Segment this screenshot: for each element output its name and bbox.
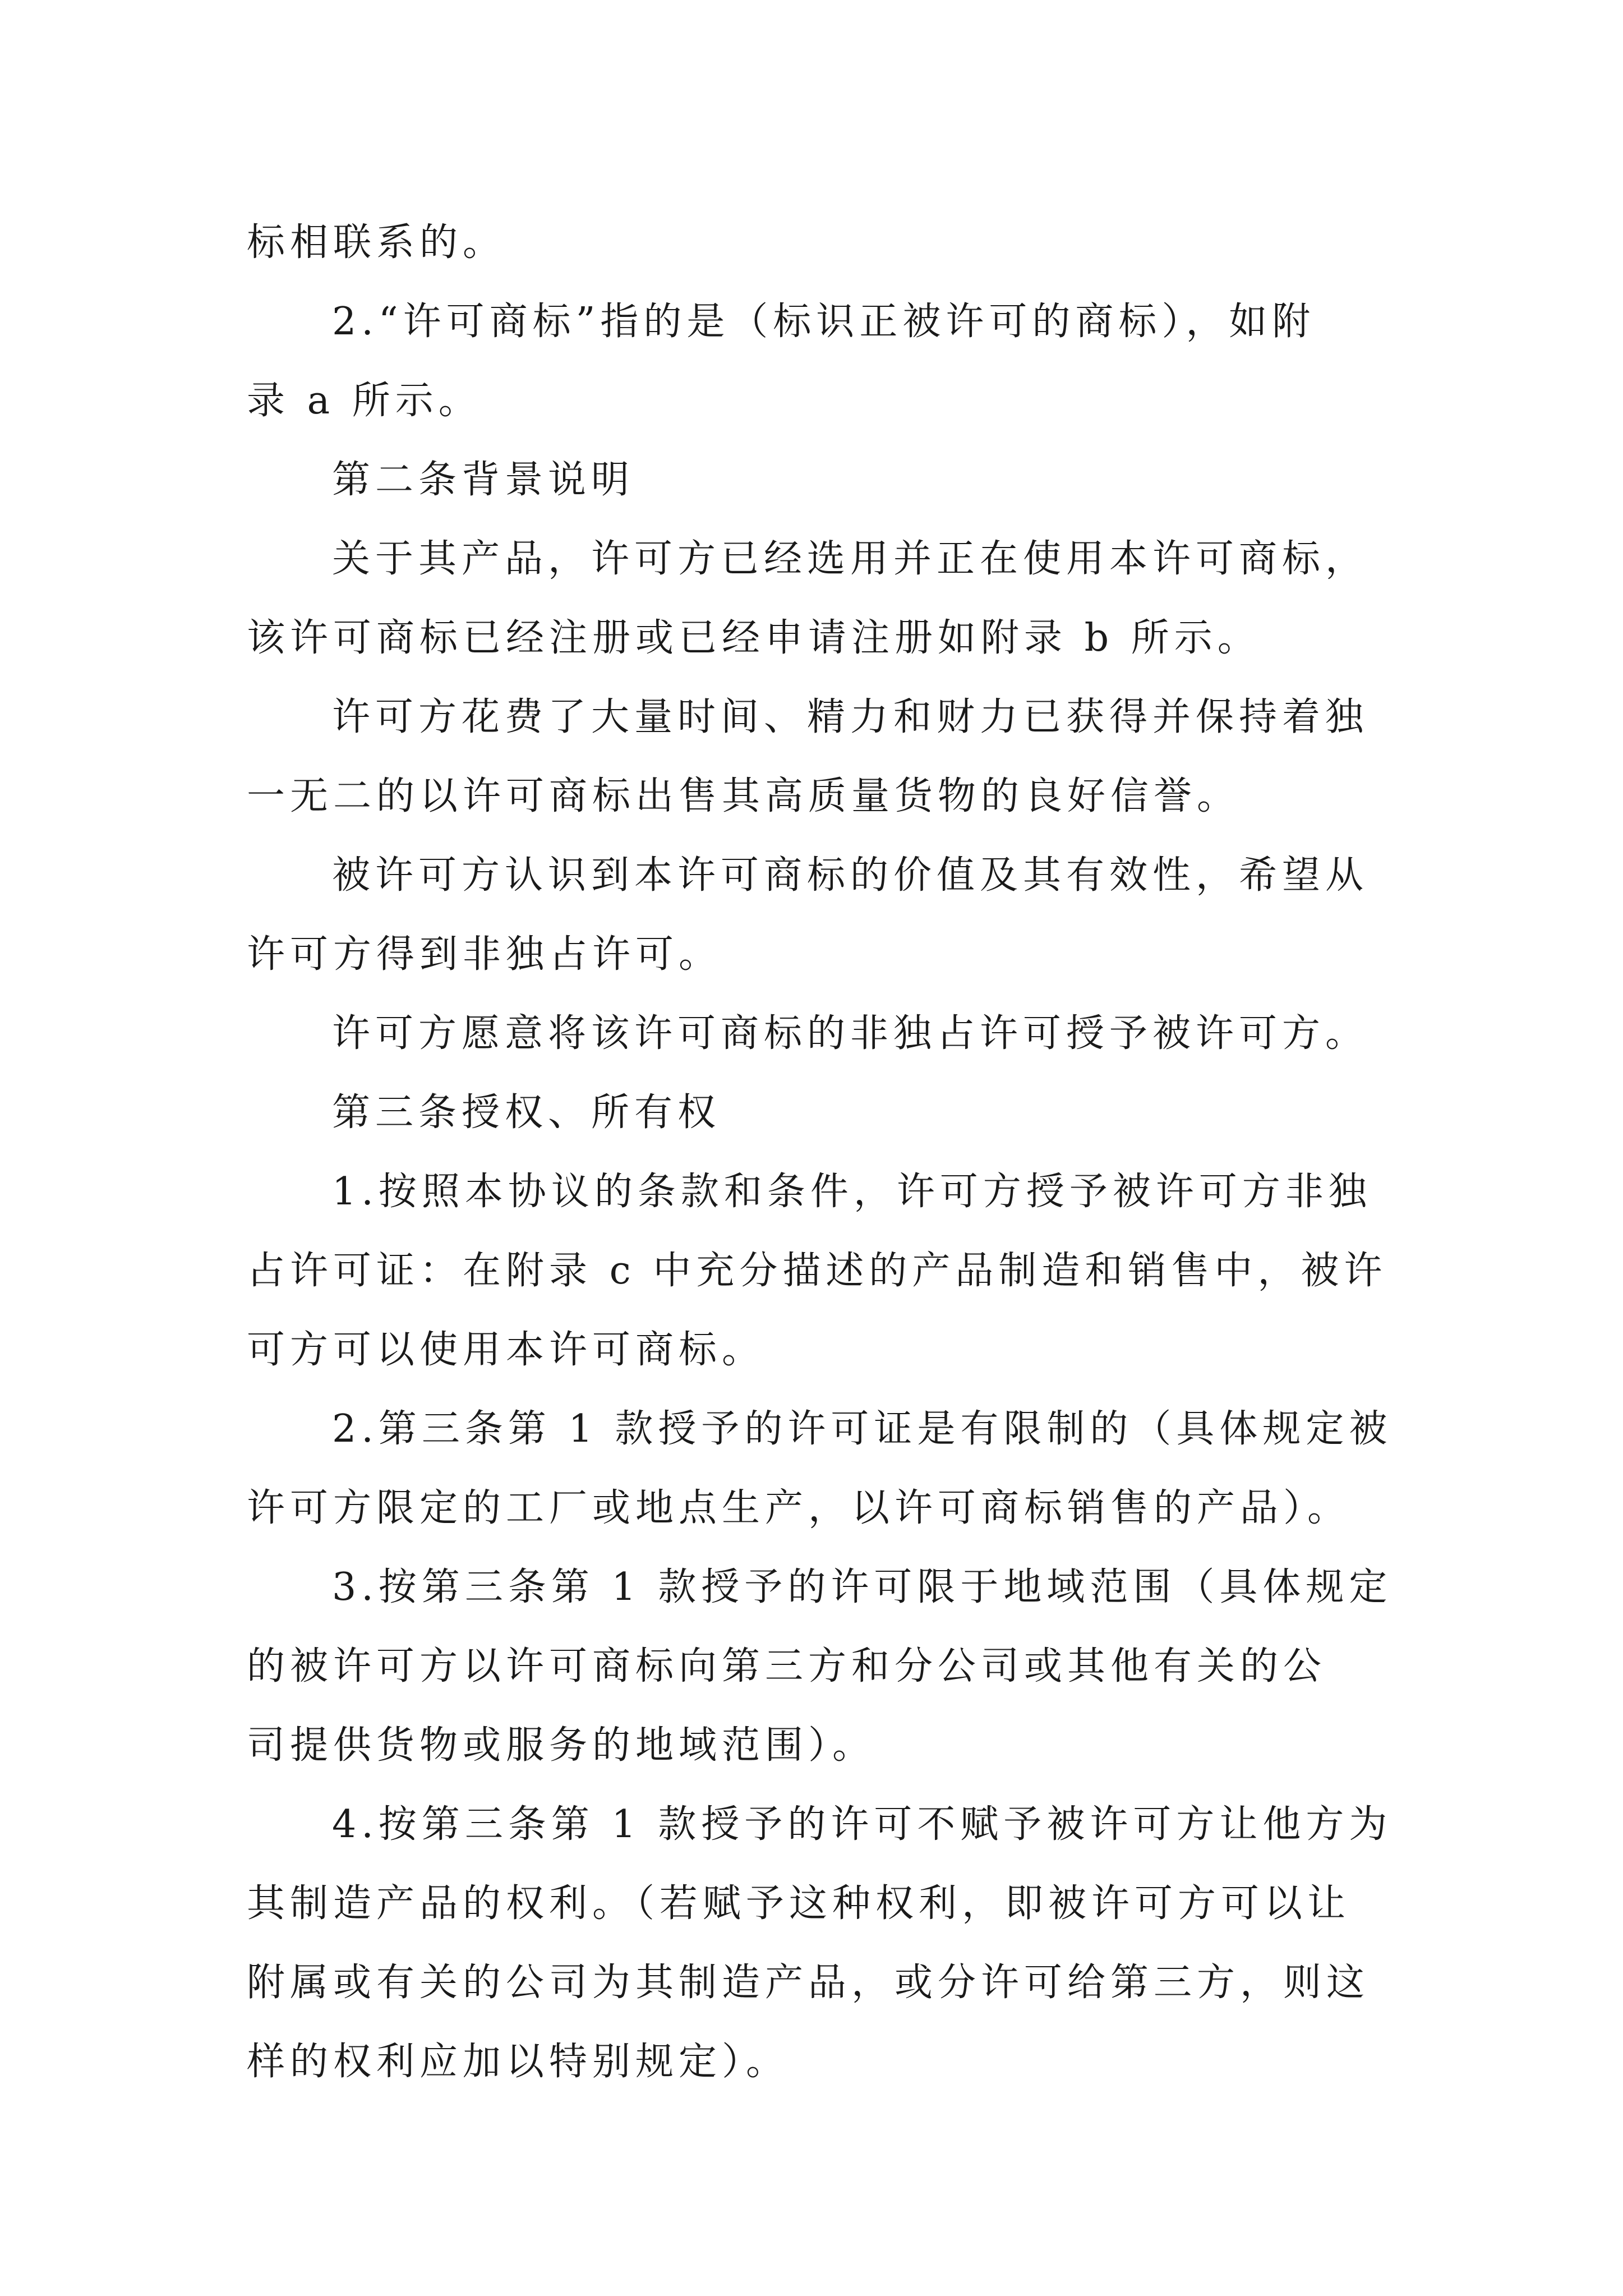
text-line: 占许可证：在附录 c 中充分描述的产品制造和销售中，被许 [247,1249,1387,1293]
text-line: 许可方限定的工厂或地点生产，以许可商标销售的产品）。 [247,1486,1351,1530]
text-line: 许可方愿意将该许可商标的非独占许可授予被许可方。 [332,1011,1369,1056]
text-line: 2.第三条第 1 款授予的许可证是有限制的（具体规定被 [332,1407,1393,1451]
text-line: 许可方花费了大量时间、精力和财力已获得并保持着独 [332,695,1369,739]
text-line: 被许可方认识到本许可商标的价值及其有效性，希望从 [332,853,1369,898]
text-line: 4.按第三条第 1 款授予的许可不赋予被许可方让他方为 [332,1802,1393,1847]
text-line: 司提供货物或服务的地域范围）。 [247,1723,876,1768]
text-line: 许可方得到非独占许可。 [247,932,722,977]
text-line: 录 a 所示。 [247,379,482,423]
text-line: 可方可以使用本许可商标。 [247,1328,766,1372]
section-heading: 第二条背景说明 [332,458,635,502]
text-line: 样的权利应加以特别规定）。 [247,2040,790,2084]
text-line: 2.“许可商标”指的是（标识正被许可的商标），如附 [332,300,1316,344]
text-line: 1.按照本协议的条款和条件，许可方授予被许可方非独 [332,1170,1372,1214]
text-line: 的被许可方以许可商标向第三方和分公司或其他有关的公 [247,1644,1327,1688]
text-line: 一无二的以许可商标出售其高质量货物的良好信誉。 [247,774,1241,818]
text-line: 标相联系的。 [247,220,506,265]
text-line: 其制造产品的权利。（若赋予这种权利，即被许可方可以让 [247,1881,1351,1926]
text-line: 该许可商标已经注册或已经申请注册如附录 b 所示。 [247,616,1261,660]
text-line: 3.按第三条第 1 款授予的许可限于地域范围（具体规定 [332,1565,1393,1609]
document-body [247,203,1393,2101]
text-line: 关于其产品，许可方已经选用并正在使用本许可商标， [332,537,1369,581]
text-line: 附属或有关的公司为其制造产品，或分许可给第三方，则这 [247,1961,1370,2005]
section-heading: 第三条授权、所有权 [332,1091,721,1135]
